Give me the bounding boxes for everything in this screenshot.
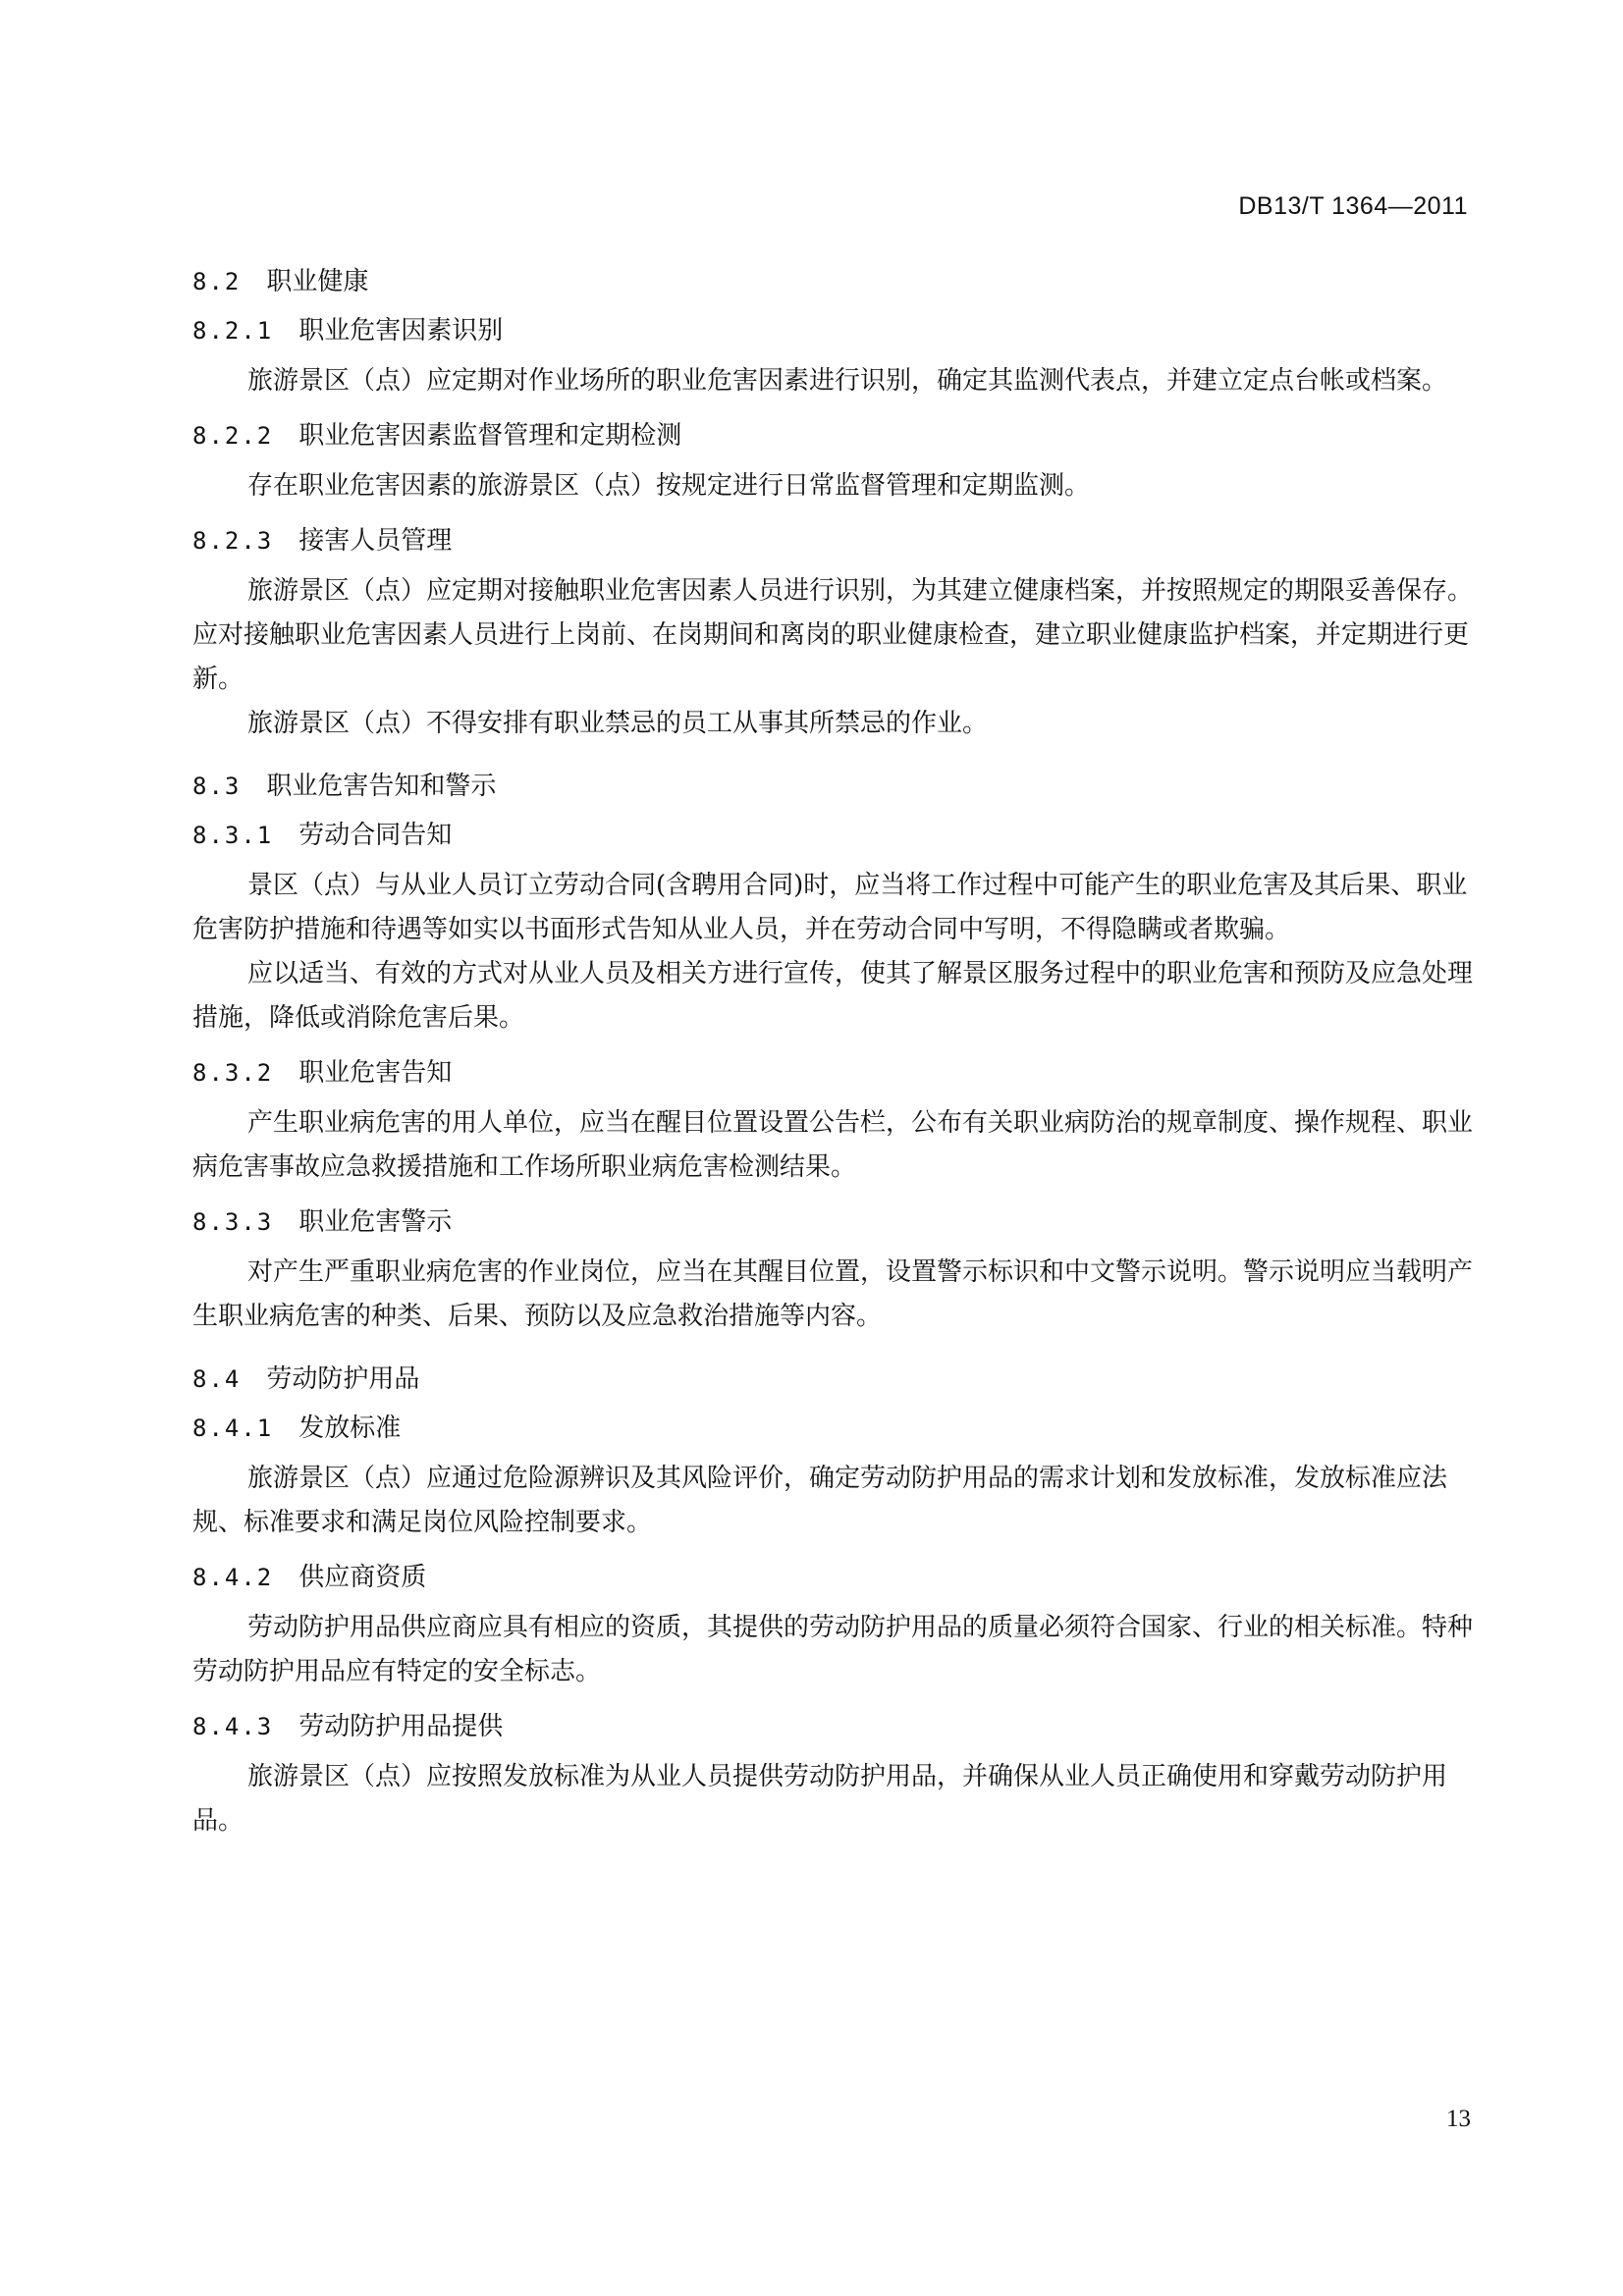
section-title: 劳动防护用品: [266, 1364, 420, 1394]
section-title: 职业健康: [266, 267, 369, 296]
section-number: 8.3.2: [192, 1059, 274, 1087]
paragraph: 产生职业病危害的用人单位，应当在醒目位置设置公告栏，公布有关职业病防治的规章制度、操作规程、职业病危害事故应急救援措施和工作场所职业病危害检测结果。: [192, 1108, 1474, 1182]
paragraph: 旅游景区（点）不得安排有职业禁忌的员工从事其所禁忌的作业。: [247, 709, 989, 738]
section-heading-8-3-1: [192, 819, 1473, 852]
section-number: 8.3.1: [192, 822, 274, 849]
section-title: 职业危害因素识别: [298, 316, 504, 346]
paragraph: 旅游景区（点）应按照发放标准为从业人员提供劳动防护用品，并确保从业人员正确使用和穿戴劳动防护用品。: [192, 1762, 1448, 1836]
paragraph: 旅游景区（点）应定期对接触职业危害因素人员进行识别，为其建立健康档案，并按照规定的期限妥善保存。应对接触职业危害因素人员进行上岗前、在岗期间和离岗的职业健康检查，建立职业健康监护档案，并定期进行更新。: [192, 576, 1474, 694]
section-title: 发放标准: [298, 1414, 402, 1443]
section-number: 8.3.3: [192, 1208, 274, 1236]
section-title: 职业危害因素监督管理和定期检测: [298, 421, 682, 451]
document-code: DB13/T 1364—2011: [1238, 192, 1468, 220]
section-title: 职业危害告知和警示: [266, 772, 497, 801]
section-heading-8-2-3: [192, 524, 1473, 558]
section-number: 8.4.3: [192, 1713, 274, 1740]
section-number: 8.4.2: [192, 1564, 274, 1591]
paragraph: 景区（点）与从业人员订立劳动合同(含聘用合同)时，应当将工作过程中可能产生的职业危害及其后果、职业危害防护措施和待遇等如实以书面形式告知从业人员，并在劳动合同中写明，不得隐瞒或者欺骗。: [192, 871, 1468, 944]
section-heading-8-3-3: [192, 1205, 1473, 1239]
section-number: 8.2.2: [192, 422, 274, 450]
section-title: 职业危害告知: [298, 1058, 453, 1088]
section-number: 8.4: [192, 1365, 242, 1393]
section-heading-8-4: [192, 1362, 1473, 1396]
section-heading-8-2-2: [192, 419, 1473, 453]
section-number: 8.2: [192, 268, 242, 295]
section-heading-8-3-2: [192, 1056, 1473, 1090]
section-heading-8-2: [192, 265, 1473, 298]
section-title: 劳动防护用品提供: [298, 1712, 504, 1741]
section-title: 接害人员管理: [298, 526, 453, 556]
section-number: 8.2.1: [192, 317, 274, 345]
paragraph: 旅游景区（点）应通过危险源辨识及其风险评价，确定劳动防护用品的需求计划和发放标准，发放标准应法规、标准要求和满足岗位风险控制要求。: [192, 1464, 1448, 1537]
paragraph: 存在职业危害因素的旅游景区（点）按规定进行日常监督管理和定期监测。: [247, 471, 1091, 501]
document-body: [192, 265, 1473, 1843]
page-number: 13: [1446, 2106, 1471, 2132]
section-number: 8.3: [192, 773, 242, 800]
section-title: 劳动合同告知: [298, 821, 453, 850]
section-title: 职业危害警示: [298, 1207, 453, 1237]
paragraph: 对产生严重职业病危害的作业岗位，应当在其醒目位置，设置警示标识和中文警示说明。警示说明应当载明产生职业病危害的种类、后果、预防以及应急救治措施等内容。: [192, 1257, 1474, 1331]
paragraph: 应以适当、有效的方式对从业人员及相关方进行宣传，使其了解景区服务过程中的职业危害和预防及应急处理措施，降低或消除危害后果。: [192, 959, 1474, 1033]
section-heading-8-2-1: [192, 314, 1473, 347]
section-number: 8.4.1: [192, 1415, 274, 1442]
section-heading-8-4-1: [192, 1412, 1473, 1445]
paragraph: 劳动防护用品供应商应具有相应的资质，其提供的劳动防护用品的质量必须符合国家、行业的相关标准。特种劳动防护用品应有特定的安全标志。: [192, 1613, 1474, 1686]
section-number: 8.2.3: [192, 527, 274, 555]
section-heading-8-3: [192, 770, 1473, 803]
section-heading-8-4-2: [192, 1561, 1473, 1594]
section-title: 供应商资质: [298, 1563, 427, 1592]
section-heading-8-4-3: [192, 1710, 1473, 1743]
paragraph: 旅游景区（点）应定期对作业场所的职业危害因素进行识别，确定其监测代表点，并建立定点台帐或档案。: [247, 366, 1448, 396]
